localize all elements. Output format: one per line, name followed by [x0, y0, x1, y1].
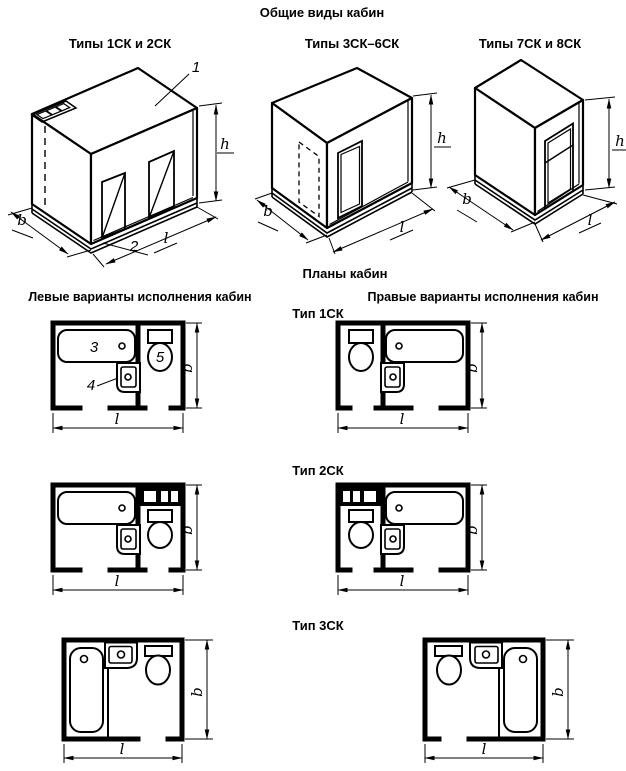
- length-label: l: [399, 572, 405, 590]
- iso-view-types-7sk-8sk: [443, 58, 626, 273]
- width-label: b: [178, 525, 196, 535]
- cistern: [148, 330, 172, 343]
- iso-caption-2: Типы 3СК–6СК: [304, 36, 400, 51]
- width-label: b: [178, 363, 196, 373]
- column-caption-right: Правые варианты исполнения кабин: [367, 290, 599, 304]
- page-title: Общие виды кабин: [259, 5, 385, 20]
- length-label: l: [163, 229, 169, 247]
- dimension-height: [199, 103, 234, 203]
- washbasin: [105, 643, 137, 669]
- cistern: [148, 510, 172, 522]
- callout-1-label: 1: [191, 59, 201, 76]
- dimension-length: [53, 572, 183, 595]
- type-label-1sk: Тип 1СК: [292, 306, 344, 321]
- dimension-length: [53, 410, 183, 433]
- iso-view-types-1sk-2sk: [5, 58, 243, 273]
- plan-1sk-left: [45, 318, 215, 440]
- height-label: h: [220, 135, 230, 153]
- dimension-length: [425, 740, 543, 763]
- length-label: l: [399, 410, 405, 428]
- iso-view-types-3sk-6sk: [255, 60, 460, 265]
- toilet: [349, 330, 373, 371]
- plan-1sk-right: [330, 318, 500, 440]
- plan-2sk-right: [330, 480, 500, 602]
- callout-washbasin-group: [87, 377, 118, 394]
- vent-block: [138, 488, 181, 507]
- bathtub: [58, 492, 135, 524]
- toilet: [349, 510, 373, 548]
- width-label: b: [549, 687, 567, 697]
- washbasin: [381, 363, 404, 392]
- toilet: [148, 510, 172, 548]
- width-label: b: [463, 363, 481, 373]
- toilet: [145, 646, 172, 685]
- dimension-width: [546, 640, 574, 739]
- bathtub: [70, 648, 103, 732]
- toilet-bowl: [349, 343, 373, 371]
- plans-title: Планы кабин: [302, 266, 388, 281]
- callout-washbasin: 4: [86, 377, 96, 394]
- width-label: b: [463, 525, 481, 535]
- cistern: [145, 646, 172, 656]
- toilet: [148, 330, 172, 371]
- iso-caption-3: Типы 7СК и 8СК: [478, 36, 582, 51]
- dimension-height: [585, 97, 626, 190]
- washbasin: [381, 525, 404, 554]
- callout-toilet: 5: [155, 349, 165, 366]
- height-label: h: [437, 129, 447, 147]
- washbasin: [117, 363, 140, 392]
- length-label: l: [114, 572, 120, 590]
- length-label: l: [399, 218, 405, 236]
- toilet-bowl: [349, 522, 373, 548]
- bathtub: [386, 492, 463, 524]
- length-label: l: [114, 410, 120, 428]
- length-label: l: [481, 740, 487, 758]
- type-label-3sk: Тип 3СК: [292, 618, 344, 633]
- callout-2-label: 2: [129, 238, 139, 255]
- plan-3sk-left: [56, 635, 241, 770]
- washbasin: [117, 525, 140, 554]
- length-label: l: [119, 740, 125, 758]
- length-label: l: [587, 211, 593, 229]
- iso-caption-1: Типы 1СК и 2СК: [68, 36, 172, 51]
- dimension-length: [338, 572, 468, 595]
- toilet-bowl: [437, 656, 461, 685]
- toilet-bowl: [146, 656, 170, 685]
- width-label: b: [263, 202, 273, 220]
- column-caption-left: Левые варианты исполнения кабин: [28, 290, 252, 304]
- height-label: h: [615, 132, 625, 150]
- bathtub: [386, 330, 463, 362]
- dimension-length: [64, 740, 182, 763]
- cistern: [349, 330, 373, 343]
- bathtub: [504, 648, 537, 732]
- dimension-length: [338, 410, 468, 433]
- washbasin: [470, 643, 502, 669]
- type-label-2sk: Тип 2СК: [292, 463, 344, 478]
- toilet: [435, 646, 462, 685]
- plan-3sk-right: [415, 635, 600, 770]
- width-label: b: [188, 687, 206, 697]
- cistern: [349, 510, 373, 522]
- width-label: b: [462, 190, 472, 208]
- cistern: [435, 646, 462, 656]
- vent-block: [341, 488, 384, 507]
- dimension-width: [185, 640, 213, 739]
- plan-2sk-left: [45, 480, 215, 602]
- callout-bathtub: 3: [89, 339, 99, 356]
- width-label: b: [17, 211, 27, 229]
- toilet-bowl: [148, 522, 172, 548]
